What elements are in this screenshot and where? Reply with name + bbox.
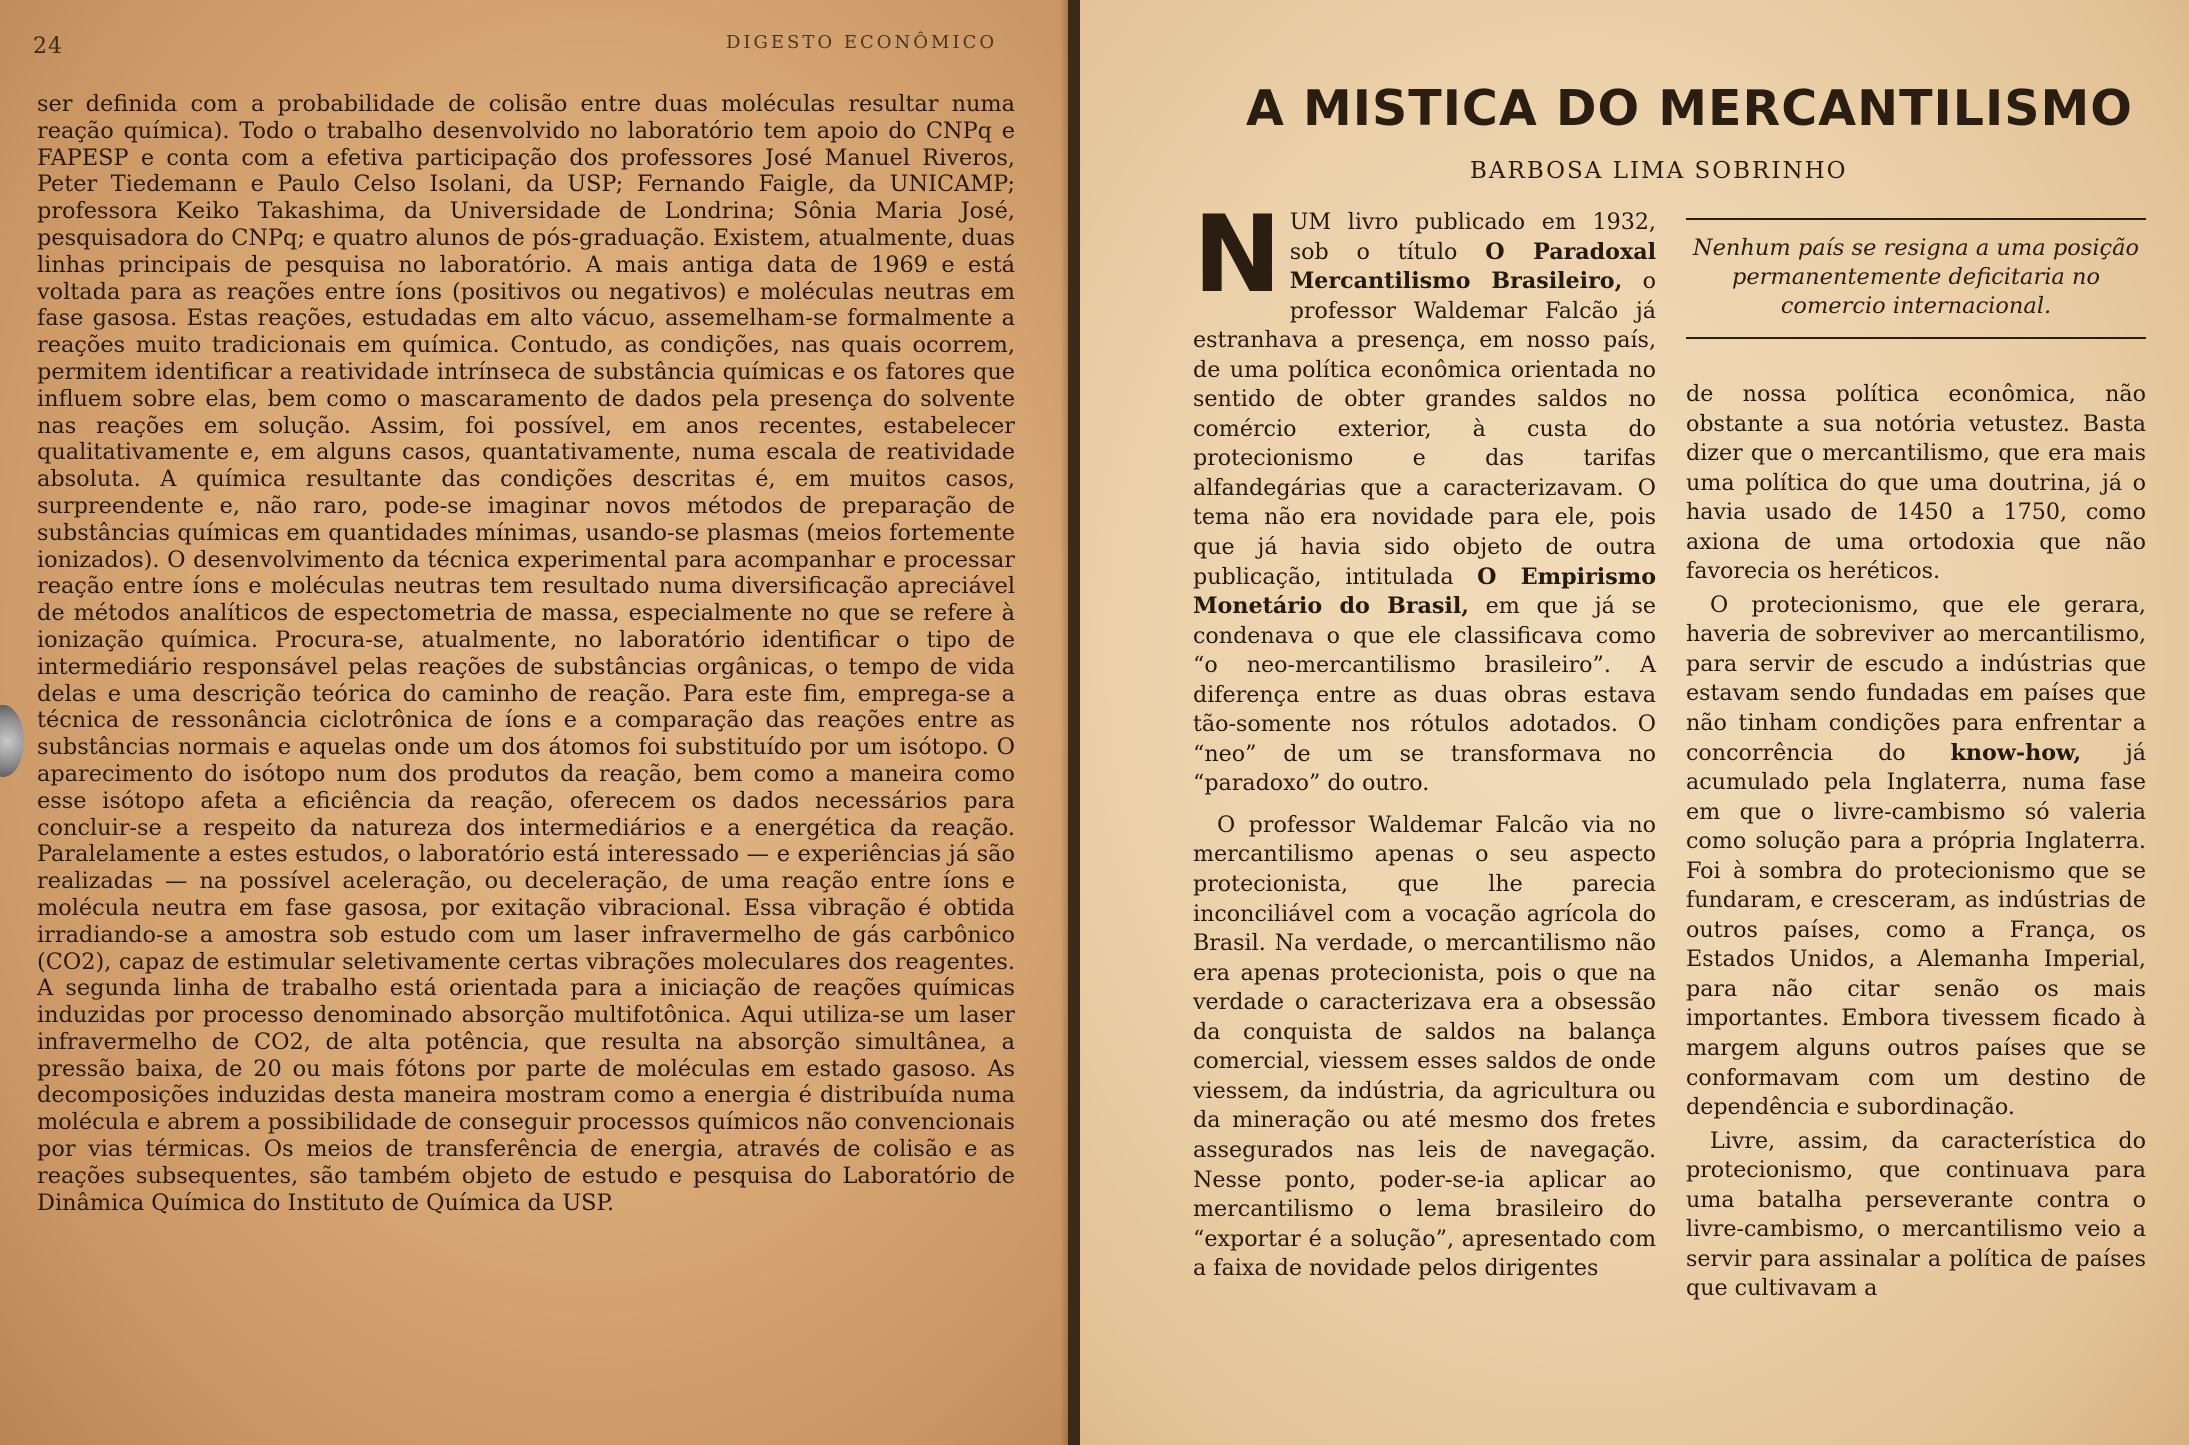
running-head: DIGESTO ECONÔMICO [726,32,998,53]
article-column-1 [1193,193,1656,1284]
article-paragraph: de nossa política econômica, não obstante a sua notória vetustez. Basta dizer que o mercantilismo, que era mais uma política do que uma doutrina, já o havia usado de 1450 a 1750, como axiona de uma ortodoxia que não favorecia os heréticos. [1686,381,2146,585]
article-title: A MISTICA DO MERCANTILISMO [1246,80,2133,137]
text-run: já acumulado pela Inglaterra, numa fase em que o livre-cambismo só valeria como solução para a própria Inglaterra. Foi à sombra do protecionismo que se fundaram, e cresceram, as indústrias de outros países, como a França, os Estados Unidos, a Alemanha Imperial, para não citar senão os mais importantes. Embora tivessem ficado à margem alguns outros países que se conformavam com um destino de dependência e subordinação. [1686,739,2146,1121]
book-title-1: O Paradoxal Mercantilismo Brasileiro, [1289,238,1656,295]
left-page [0,0,1075,1445]
left-page-body [37,91,1015,1216]
article-paragraph [1686,591,2146,1123]
text-run: em que já se condenava o que ele classificava como “o neo-mercantilismo brasileiro”. A diferença entre as duas obras estava tão-somente nos rótulos adotados. O “neo” de um se transformava no “paradoxo” do outro. [1193,593,1656,797]
article-author: BARBOSA LIMA SOBRINHO [1470,158,1848,184]
text-run: O protecionismo, que ele gerara, haveria de sobreviver ao mercantilismo, para servir de escudo a indústrias que estavam sendo fundadas em países que não tinham condições para enfrentar a concorrência do [1686,591,2146,766]
text-run: o professor Waldemar Falcão já estranhava a presença, em nosso país, de uma política econômica orientada no sentido de obter grandes saldos no comércio exterior, à custa do protecionismo e das tarifas alfandegárias que a caracterizavam. O tema não era novidade para ele, pois que já havia sido objeto de outra publicação, intitulada [1193,268,1656,590]
book-title-2: O Empirismo Monetário do Brasil, [1193,563,1656,620]
page-number: 24 [33,34,63,59]
binding-hole-image [0,705,24,777]
bold-term: know-how, [1950,739,2082,766]
drop-cap: N [1193,193,1282,316]
text-run: UM livro publicado em 1932, sob o título [1289,209,1656,265]
body-paragraph: ser definida com a probabilidade de colisão entre duas moléculas resultar numa reação química). Todo o trabalho desenvolvido no laboratório tem apoio do CNPq e FAPESP e conta com a efetiva participação dos professores José Manuel Riveros, Peter Tiedemann e Paulo Celso Isolani, da USP; Fernando Faigle, da UNICAMP; professora Keiko Takashima, da Universidade de Londrina; Sônia Maria José, pesquisadora do CNPq; e quatro alunos de pós-graduação. Existem, atualmente, duas linhas principais de pesquisa no laboratório. A mais antiga data de 1969 e está voltada para as reações entre íons (positivos ou negativos) e moléculas neutras em fase gasosa. Estas reações, estudadas em alto vácuo, assemelham-se formalmente a reações muito tradicionais em química. Contudo, as condições, nas quais ocorrem, permitem identificar a reatividade intrínseca de substância químicas e os fatores que influem sobre elas, bem como o mascaramento de dados pela presença do solvente nas reações em solução. Assim, foi possível, em anos recentes, estabelecer qualitativamente e, em alguns casos, quantativamente, numa escala de reatividade absoluta. A química resultante das condições descritas é, em muitos casos, surpreendente e, não raro, pode-se imaginar novos métodos de preparação de substâncias químicas em quantidades mínimas, usando-se plasmas (meios fortemente ionizados). O desenvolvimento da técnica experimental para acompanhar e processar reação entre íons e moléculas neutras tem resultado numa diversificação apreciável de métodos analíticos de espectometria de massa, especialmente no que se refere à ionização química. Procura-se, atualmente, no laboratório identificar o tipo de intermediário responsável pelas reações de substâncias orgânicas, o tempo de vida delas e uma descrição teórica do caminho de reação. Para este fim, emprega-se a técnica de ressonância ciclotrônica de íons e a comparação das reações entre as substâncias normais e aquelas onde um dos átomos foi substituído por um isótopo. O aparecimento do isótopo num dos produtos da reação, bem como a maneira como esse isótopo afeta a eficiência da reação, oferecem os dados necessários para concluir-se a respeito da natureza dos intermediários e a energética da reação. Paralelamente a estes estudos, o laboratório está interessado — e experiências já são realizadas — na possível aceleração, ou deceleração, de uma reação entre íons e molécula neutra em fase gasosa, por exitação vibracional. Essa vibração é obtida irradiando-se a amostra sob estudo com um laser infravermelho de gás carbônico (CO2), capaz de estimular seletivamente certas vibrações moleculares dos reagentes. A segunda linha de trabalho está orientada para a iniciação de reações químicas induzidas por processo denominado absorção multifotônica. Aqui utiliza-se um laser infravermelho de CO2, de alta potência, que resulta na absorção simultânea, a pressão baixa, de 20 ou mais fótons por parte de moléculas em estado gasoso. As decomposições induzidas desta maneira mostram como a energia é distribuída numa molécula e abrem a possibilidade de conseguir processos químicos não convencionais por vias térmicas. Os meios de transferência de energia, através de colisão e as reações subsequentes, são também objeto de estudo e pesquisa do Laboratório de Dinâmica Química do Instituto de Química da USP. [37,91,1015,1216]
article-paragraph: Livre, assim, da característica do protecionismo, que continuava para uma batalha perseverante contra o livre-cambismo, o mercantilismo veio a servir para assinalar a política de países que cultivavam a [1686,1127,2146,1302]
article-paragraph: O professor Waldemar Falcão via no mercantilismo apenas o seu aspecto protecionista, que lhe parecia inconciliável com a vocação agrícola do Brasil. Na verdade, o mercantilismo não era apenas protecionista, pois o que na verdade o caracterizava era a obsessão da conquista de saldos na balança comercial, viessem esses saldos de onde viessem, da indústria, da agricultura ou da mineração ou até mesmo dos fretes assegurados nas leis de navegação. Nesse ponto, poder-se-ia aplicar ao mercantilismo o lema brasileiro do “exportar é a solução”, apresentado com a faixa de novidade pelos dirigentes [1193,811,1656,1282]
article-paragraph [1193,193,1656,799]
article-column-2 [1686,380,2146,1304]
pull-quote: Nenhum país se resigna a uma posição permanentemente deficitaria no comercio internacional. [1686,218,2146,339]
